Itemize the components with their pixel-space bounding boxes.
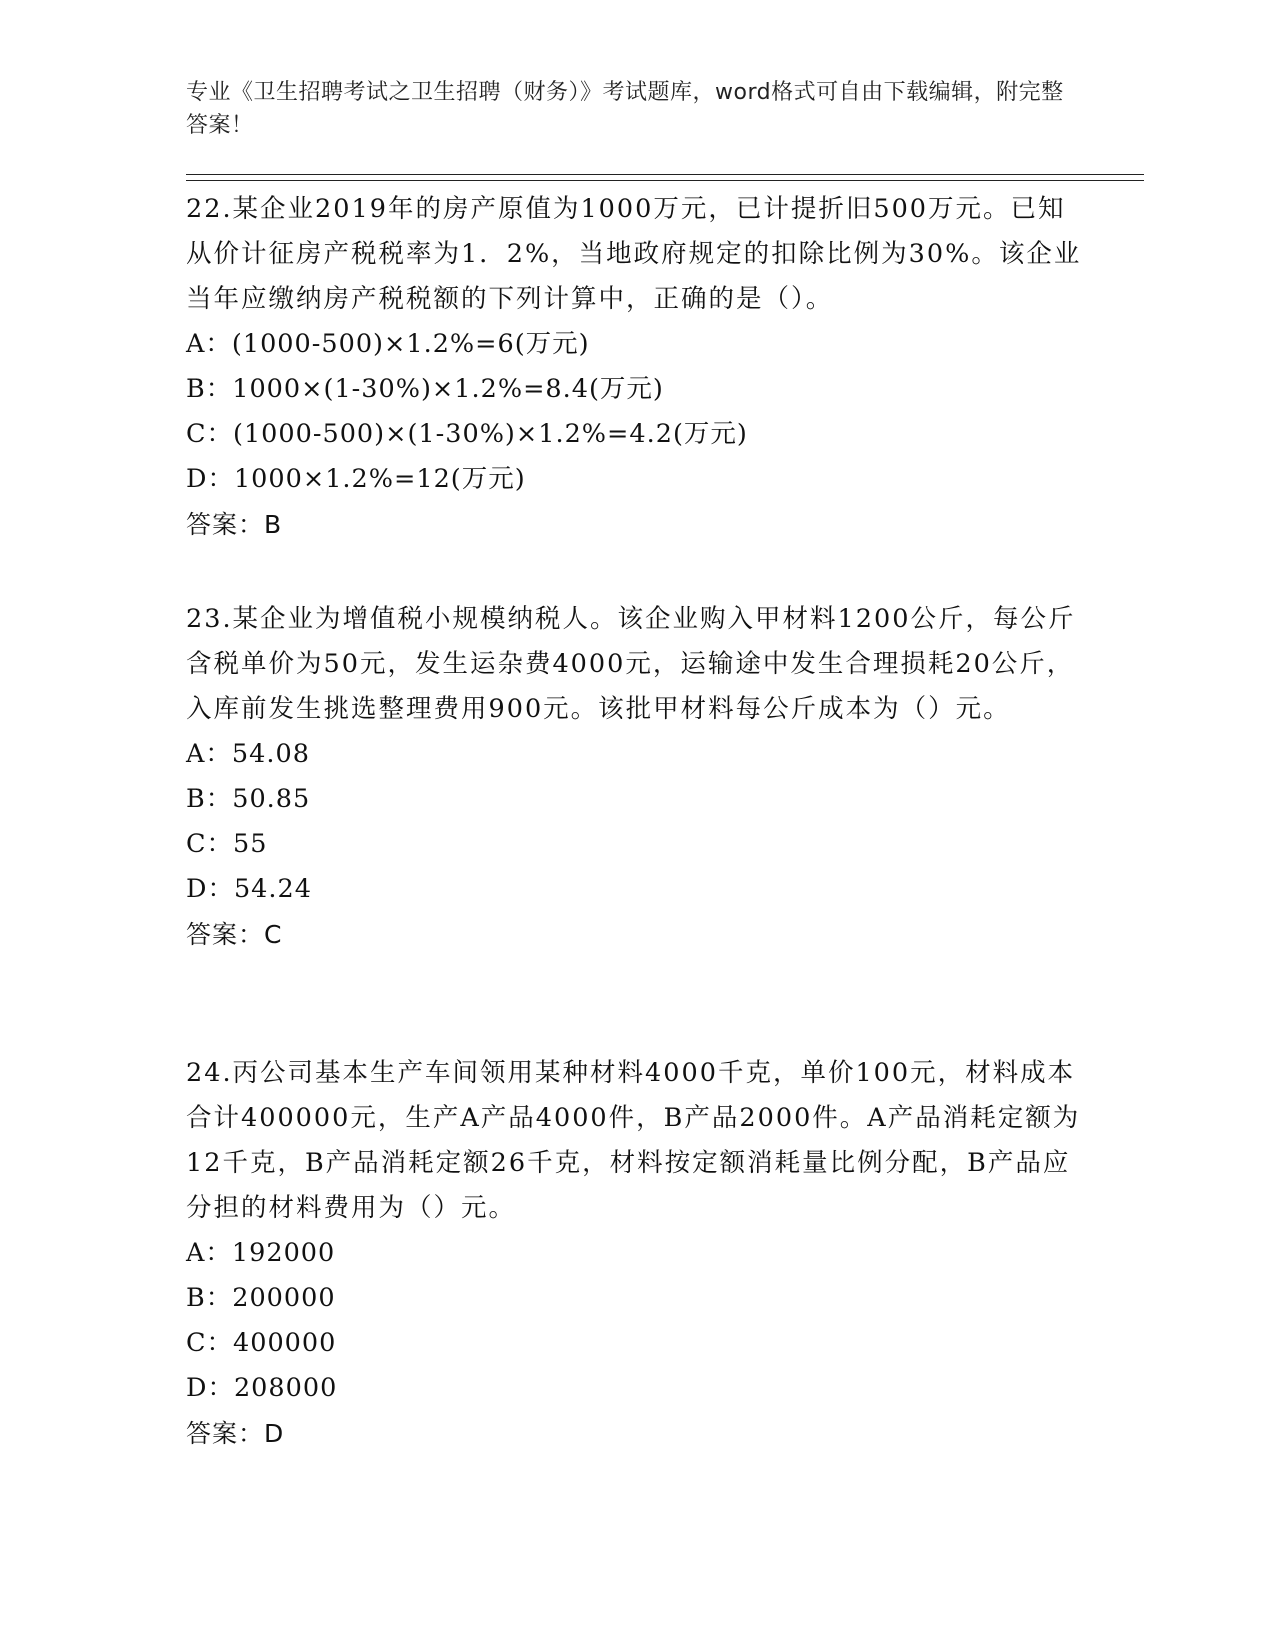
question-24 <box>186 1051 1086 1456</box>
option-d: D：1000×1.2%=12(万元) <box>186 464 526 494</box>
option-d: D：208000 <box>186 1373 338 1403</box>
question-stem: 23.某企业为增值税小规模纳税人。该企业购入甲材料1200公斤，每公斤含税单价为50元，发生运杂费4000元，运输途中发生合理损耗20公斤，入库前发生挑选整理费用900元。该批甲材料每公斤成本为（）元。 <box>186 604 1076 724</box>
question-stem: 24.丙公司基本生产车间领用某种材料4000千克，单价100元，材料成本合计400000元，生产A产品4000件，B产品2000件。A产品消耗定额为12千克，B产品消耗定额26千克，材料按定额消耗量比例分配，B产品应分担的材料费用为（）元。 <box>186 1058 1081 1223</box>
option-a: A：54.08 <box>186 739 310 769</box>
option-c: C：(1000-500)×(1-30%)×1.2%=4.2(万元) <box>186 419 748 449</box>
answer: 答案：B <box>186 510 283 539</box>
option-a: A：(1000-500)×1.2%=6(万元) <box>186 329 590 359</box>
answer: 答案：D <box>186 1419 285 1448</box>
option-d: D：54.24 <box>186 874 312 904</box>
question-23 <box>186 597 1086 957</box>
option-b: B：200000 <box>186 1283 336 1313</box>
option-b: B：50.85 <box>186 784 311 814</box>
question-22 <box>186 187 1086 547</box>
header-divider-top <box>186 174 1144 175</box>
page-header: 专业《卫生招聘考试之卫生招聘（财务）》考试题库，word格式可自由下载编辑，附完整答案！ <box>186 80 1064 138</box>
header-divider-bottom <box>186 180 1144 181</box>
option-a: A：192000 <box>186 1238 336 1268</box>
answer: 答案：C <box>186 920 283 949</box>
option-c: C：400000 <box>186 1328 337 1358</box>
option-b: B：1000×(1-30%)×1.2%=8.4(万元) <box>186 374 664 404</box>
option-c: C：55 <box>186 829 268 859</box>
question-stem: 22.某企业2019年的房产原值为1000万元，已计提折旧500万元。已知从价计征房产税税率为1．2%，当地政府规定的扣除比例为30%。该企业当年应缴纳房产税税额的下列计算中，正确的是（）。 <box>186 194 1082 314</box>
